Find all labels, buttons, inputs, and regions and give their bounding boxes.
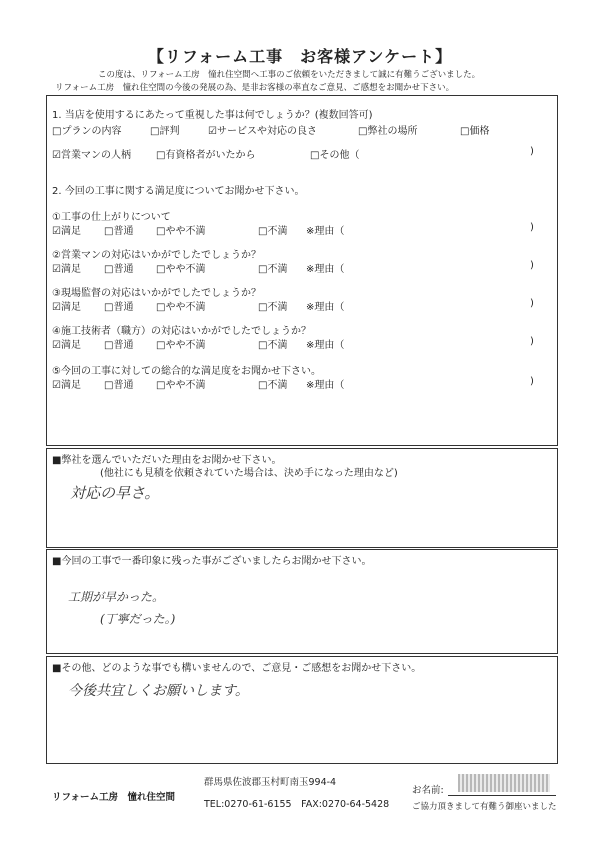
- name-redaction: [458, 774, 550, 792]
- q2-item-label: ④施工技術者（職方）の対応はいかがでしたでしょうか？: [52, 326, 311, 337]
- q2-4-normal[interactable]: □普通: [104, 340, 134, 351]
- q1-close-paren: ): [530, 146, 534, 157]
- q4-handwritten-answer-2: (丁寧だった。): [100, 612, 176, 626]
- q1-option-location[interactable]: □弊社の場所: [358, 126, 418, 137]
- q2-1-close-paren: ): [530, 222, 534, 233]
- company-address: 群馬県佐波郡玉村町南玉994-4: [204, 777, 337, 788]
- q1-option-price[interactable]: □価格: [460, 126, 490, 137]
- q1-question: 1. 当店を使用するにあたって重視した事は何でしょうか？(複数回答可): [52, 110, 373, 121]
- q3-question: ■弊社を選んでいただいた理由をお聞かせ下さい。: [52, 455, 282, 466]
- q2-4-somewhat-dissatisfied[interactable]: □やや不満: [156, 340, 206, 351]
- q2-question: 2. 今回の工事に関する満足度についてお聞かせ下さい。: [52, 186, 305, 197]
- q1-option-qualified[interactable]: □有資格者がいたから: [156, 150, 256, 161]
- q2-3-reason[interactable]: ※理由（: [306, 302, 345, 313]
- q2-4-close-paren: ): [530, 336, 534, 347]
- company-name: リフォーム工房 憧れ住空間: [52, 792, 176, 803]
- q2-4-satisfied[interactable]: ☑満足: [52, 340, 81, 351]
- q2-2-satisfied[interactable]: ☑満足: [52, 264, 81, 275]
- q2-2-normal[interactable]: □普通: [104, 264, 134, 275]
- name-underline: [448, 795, 556, 796]
- q2-3-somewhat-dissatisfied[interactable]: □やや不満: [156, 302, 206, 313]
- q2-5-close-paren: ): [530, 376, 534, 387]
- q1-option-salesperson[interactable]: ☑営業マンの人柄: [52, 150, 131, 161]
- q2-item-label: ③現場監督の対応はいかがでしたでしょうか？: [52, 288, 261, 299]
- q2-2-somewhat-dissatisfied[interactable]: □やや不満: [156, 264, 206, 275]
- q2-2-reason[interactable]: ※理由（: [306, 264, 345, 275]
- q2-3-close-paren: ): [530, 298, 534, 309]
- q2-1-normal[interactable]: □普通: [104, 226, 134, 237]
- q2-1-dissatisfied[interactable]: □不満: [258, 226, 288, 237]
- page-title: 【リフォーム工事 お客様アンケート】: [147, 47, 453, 66]
- q2-item-label: ②営業マンの対応はいかがでしたでしょうか？: [52, 250, 261, 261]
- q4-handwritten-answer-1: 工期が早かった。: [68, 590, 165, 604]
- q2-3-satisfied[interactable]: ☑満足: [52, 302, 81, 313]
- thanks-text: ご協力頂きまして有難う御座いました: [412, 802, 557, 812]
- q2-5-somewhat-dissatisfied[interactable]: □やや不満: [156, 380, 206, 391]
- q5-handwritten-answer: 今後共宜しくお願いします。: [68, 683, 249, 699]
- q2-1-reason[interactable]: ※理由（: [306, 226, 345, 237]
- q5-question: ■その他、どのような事でも構いませんので、ご意見・ご感想をお聞かせ下さい。: [52, 663, 422, 674]
- q2-item-label: ⑤今回の工事に対しての総合的な満足度をお聞かせ下さい。: [52, 366, 321, 377]
- q2-5-normal[interactable]: □普通: [104, 380, 134, 391]
- q2-4-dissatisfied[interactable]: □不満: [258, 340, 288, 351]
- name-label: お名前:: [412, 785, 444, 796]
- q4-question: ■今回の工事で一番印象に残った事がございましたらお聞かせ下さい。: [52, 556, 372, 567]
- q1-option-plan[interactable]: □プランの内容: [52, 126, 122, 137]
- q2-5-dissatisfied[interactable]: □不満: [258, 380, 288, 391]
- intro-line-1: この度は、リフォーム工房 憧れ住空間へ工事のご依頼をいただきまして誠に有難うございました。: [98, 70, 481, 80]
- q2-4-reason[interactable]: ※理由（: [306, 340, 345, 351]
- q3-handwritten-answer: 対応の早さ。: [70, 484, 160, 502]
- q2-2-dissatisfied[interactable]: □不満: [258, 264, 288, 275]
- q3-subtext: (他社にも見積を依頼されていた場合は、決め手になった理由など): [100, 468, 398, 479]
- q2-3-normal[interactable]: □普通: [104, 302, 134, 313]
- q2-5-satisfied[interactable]: ☑満足: [52, 380, 81, 391]
- q2-2-close-paren: ): [530, 260, 534, 271]
- q2-3-dissatisfied[interactable]: □不満: [258, 302, 288, 313]
- q1-option-service[interactable]: ☑サービスや対応の良さ: [208, 126, 317, 137]
- q1-option-reputation[interactable]: □評判: [150, 126, 180, 137]
- company-tel-fax: TEL:0270-61-6155 FAX:0270-64-5428: [204, 799, 390, 810]
- q2-1-satisfied[interactable]: ☑満足: [52, 226, 81, 237]
- q2-item-label: ①工事の仕上がりについて: [52, 212, 171, 223]
- intro-line-2: リフォーム工房 憧れ住空間の今後の発展の為、是非お客様の率直なご意見、ご感想をお聞かせ下さい。: [55, 83, 455, 93]
- q2-5-reason[interactable]: ※理由（: [306, 380, 345, 391]
- q2-1-somewhat-dissatisfied[interactable]: □やや不満: [156, 226, 206, 237]
- q1-option-other[interactable]: □その他（: [310, 150, 360, 161]
